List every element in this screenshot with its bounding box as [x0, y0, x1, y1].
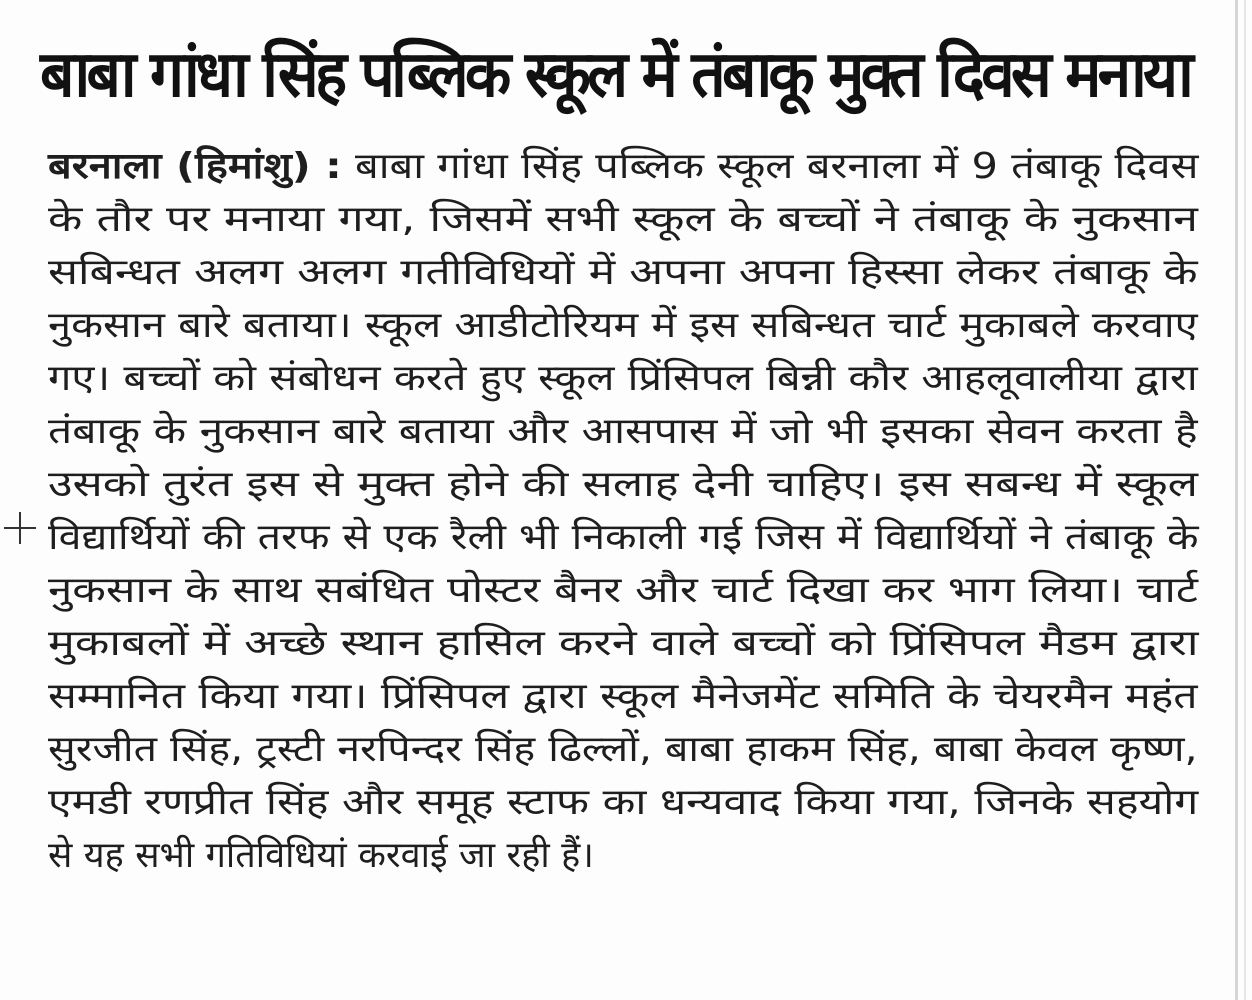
body-line-8: विद्यार्थियों की तरफ से एक रैली भी निकाली गई जिस में विद्यार्थियों ने तंबाकू के [48, 517, 1199, 558]
body-line-11: सम्मानित किया गया। प्रिंसिपल द्वारा स्कूल मैनेजमेंट समिति के चेयरमैन महंत [48, 676, 1198, 717]
body-line-3: सबिन्धत अलग अलग गतीविधियों में अपना अपना हिस्सा लेकर तंबाकू के [48, 252, 1198, 293]
body-line-9: नुकसान के साथ सबंधित पोस्टर बैनर और चार्ट दिखा कर भाग लिया। चार्ट [48, 570, 1198, 611]
dateline: बरनाला (हिमांशु) : [48, 146, 342, 187]
body-line-1 [48, 140, 1252, 193]
article-body [48, 140, 1198, 882]
body-line-14: से यह सभी गतिविधियां करवाई जा रही हैं। [48, 835, 594, 876]
body-line-1-text: बाबा गांधा सिंह पब्लिक स्कूल बरनाला में 9 तंबाकू दिवस [355, 146, 1199, 187]
body-line-13: एमडी रणप्रीत सिंह और समूह स्टाफ का धन्यवाद किया गया, जिनके सहयोग [48, 782, 1199, 823]
body-line-5: गए। बच्चों को संबोधन करते हुए स्कूल प्रिंसिपल बिन्नी कौर आहलूवालीया द्वारा [48, 358, 1198, 399]
body-line-2: के तौर पर मनाया गया, जिसमें सभी स्कूल के बच्चों ने तंबाकू के नुकसान [48, 199, 1198, 240]
body-line-10: मुकाबलों में अच्छे स्थान हासिल करने वाले बच्चों को प्रिंसिपल मैडम द्वारा [48, 623, 1199, 664]
body-line-6: तंबाकू के नुकसान बारे बताया और आसपास में जो भी इसका सेवन करता है [48, 411, 1198, 452]
body-line-7: उसको तुरंत इस से मुक्त होने की सलाह देनी चाहिए। इस सबन्ध में स्कूल [48, 464, 1199, 505]
article-headline: बाबा गांधा सिंह पब्लिक स्कूल में तंबाकू मुक्त दिवस मनाया [40, 38, 1190, 112]
registration-mark-icon [4, 512, 36, 544]
cropped-text-fragment [98, 0, 138, 8]
body-line-12: सुरजीत सिंह, ट्रस्टी नरपिन्दर सिंह ढिल्लों, बाबा हाकम सिंह, बाबा केवल कृष्ण, [48, 729, 1198, 770]
body-line-4: नुकसान बारे बताया। स्कूल आडीटोरियम में इस सबिन्धत चार्ट मुकाबले करवाए [48, 305, 1198, 346]
